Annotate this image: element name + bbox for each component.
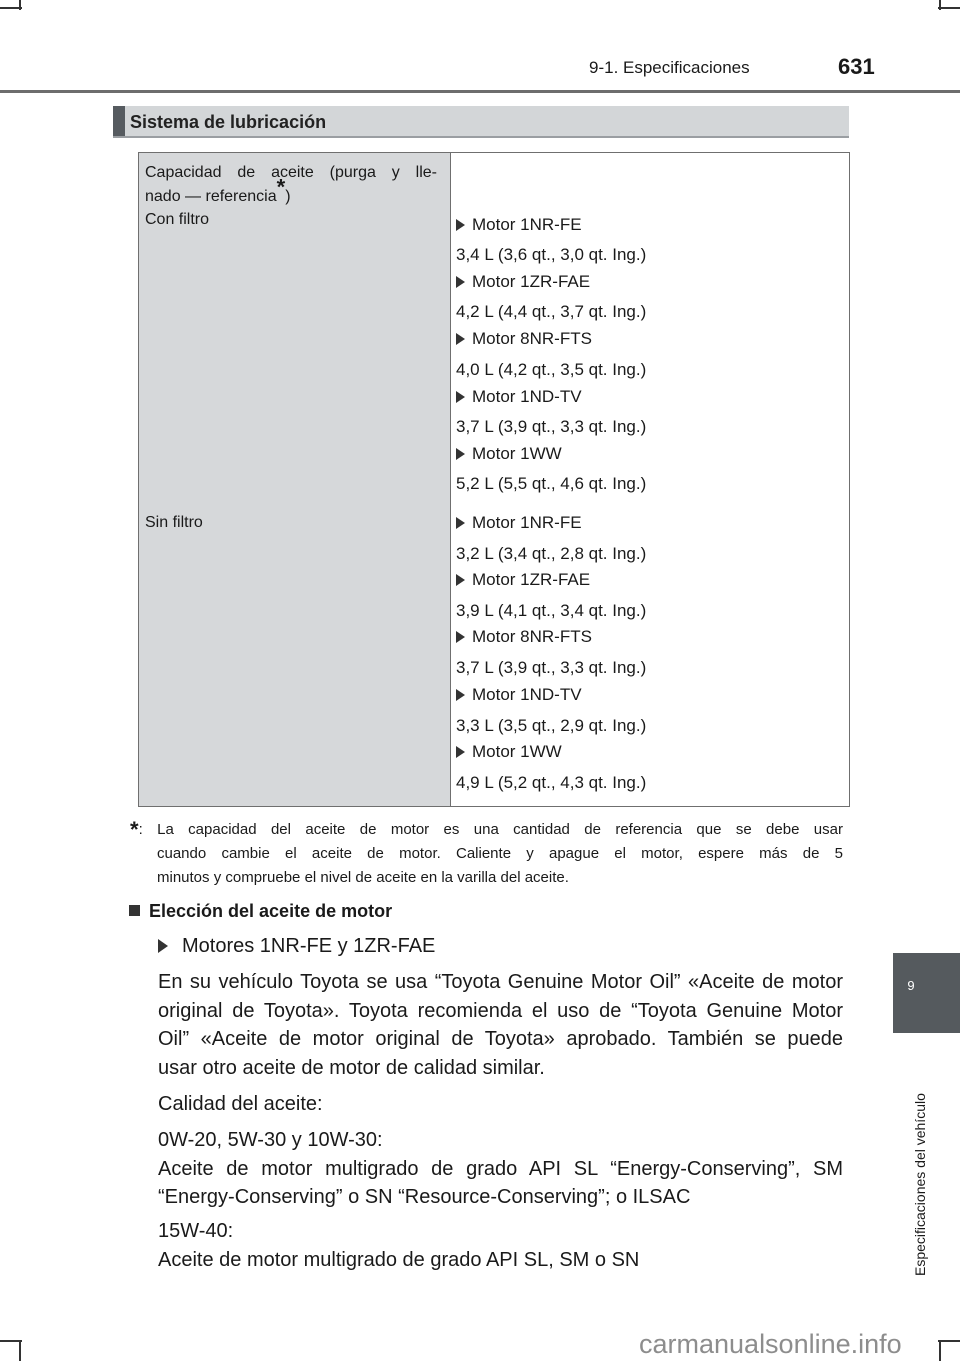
section-header: 9-1. Especificaciones (589, 58, 750, 77)
capacity-value: 4,9 L (5,2 qt., 4,3 qt. Ing.) (456, 773, 647, 792)
oil-intro-paragraph: En su vehículo Toyota se usa “Toyota Genuine Motor Oil” «Aceite de motor original de Toyota». Toyota recomienda el uso de “Toyota Genuine Motor Oil” «Aceite de motor original de Toyota» aprobado. También se puede usar otro aceite de motor de calidad similar. (158, 971, 843, 1079)
capacity-value: 3,2 L (3,4 qt., 2,8 qt. Ing.) (456, 544, 647, 563)
label-with-filter: Con filtro (145, 211, 210, 228)
section-title-bar (113, 106, 849, 138)
triangle-bullet-icon (456, 391, 465, 403)
label-without-filter: Sin filtro (145, 514, 203, 531)
oil-grade-1: 0W-20, 5W-30 y 10W-30: Aceite de motor multigrado de grado API SL “Energy-Conserving”, SM “Energy-Conserving” o SN “Resource-Conserving”; o ILSAC (158, 1129, 843, 1208)
triangle-bullet-icon (456, 333, 465, 345)
label-capacity: Capacidad de aceite (purga y lle- nado — referencia*) (145, 164, 437, 205)
capacity-value: 3,4 L (3,6 qt., 3,0 qt. Ing.) (456, 245, 647, 264)
capacity-value: 4,2 L (4,4 qt., 3,7 qt. Ing.) (456, 302, 647, 321)
engine-item: Motor 1NR-FE (456, 215, 582, 235)
triangle-bullet-icon (456, 631, 465, 643)
engine-item: Motor 1NR-FE (456, 513, 582, 533)
triangle-bullet-icon (456, 276, 465, 288)
capacity-value: 3,3 L (3,5 qt., 2,9 qt. Ing.) (456, 716, 647, 735)
engine-item: Motor 1ND-TV (456, 387, 582, 407)
oil-capacity-table (138, 152, 850, 807)
page-number: 631 (838, 54, 875, 79)
engine-item: Motor 8NR-FTS (456, 329, 592, 349)
triangle-bullet-icon (456, 517, 465, 529)
table-label-column (139, 153, 451, 806)
square-bullet-icon (129, 905, 140, 916)
header-rule (0, 90, 960, 93)
triangle-bullet-icon (158, 939, 168, 953)
triangle-bullet-icon (456, 689, 465, 701)
section-title: Sistema de lubricación (130, 112, 327, 132)
capacity-value: 4,0 L (4,2 qt., 3,5 qt. Ing.) (456, 360, 647, 379)
section-title-marker (113, 106, 125, 136)
engine-item: Motor 1ZR-FAE (456, 272, 590, 292)
triangle-bullet-icon (456, 574, 465, 586)
capacity-value: 5,2 L (5,5 qt., 4,6 qt. Ing.) (456, 474, 647, 493)
engine-item: Motor 1ND-TV (456, 685, 582, 705)
footnote: *: La capacidad del aceite de motor es una cantidad de referencia que se debe usar cuando cambie el aceite de motor. Caliente y apague el motor, espere más de 5 minutos y compruebe el nivel de aceite en la varilla del aceite. (130, 817, 843, 886)
oil-quality-label: Calidad del aceite: (158, 1093, 323, 1115)
chapter-tab (893, 953, 960, 1033)
engine-item: Motor 1WW (456, 742, 562, 762)
chapter-number: 9 (907, 978, 915, 993)
engine-applicability: Motores 1NR-FE y 1ZR-FAE (158, 935, 435, 958)
watermark: carmanualsonline.info (639, 1329, 902, 1359)
engine-item: Motor 1WW (456, 444, 562, 464)
engine-item: Motor 1ZR-FAE (456, 570, 590, 590)
triangle-bullet-icon (456, 448, 465, 460)
oil-selection-heading: Elección del aceite de motor (129, 901, 392, 922)
chapter-label: Especificaciones del vehículo (912, 1093, 928, 1276)
oil-grade-2: 15W-40: Aceite de motor multigrado de grado API SL, SM o SN (158, 1220, 640, 1271)
capacity-value: 3,7 L (3,9 qt., 3,3 qt. Ing.) (456, 417, 647, 436)
triangle-bullet-icon (456, 219, 465, 231)
engine-item: Motor 8NR-FTS (456, 627, 592, 647)
triangle-bullet-icon (456, 746, 465, 758)
capacity-value: 3,7 L (3,9 qt., 3,3 qt. Ing.) (456, 658, 647, 677)
capacity-value: 3,9 L (4,1 qt., 3,4 qt. Ing.) (456, 601, 647, 620)
